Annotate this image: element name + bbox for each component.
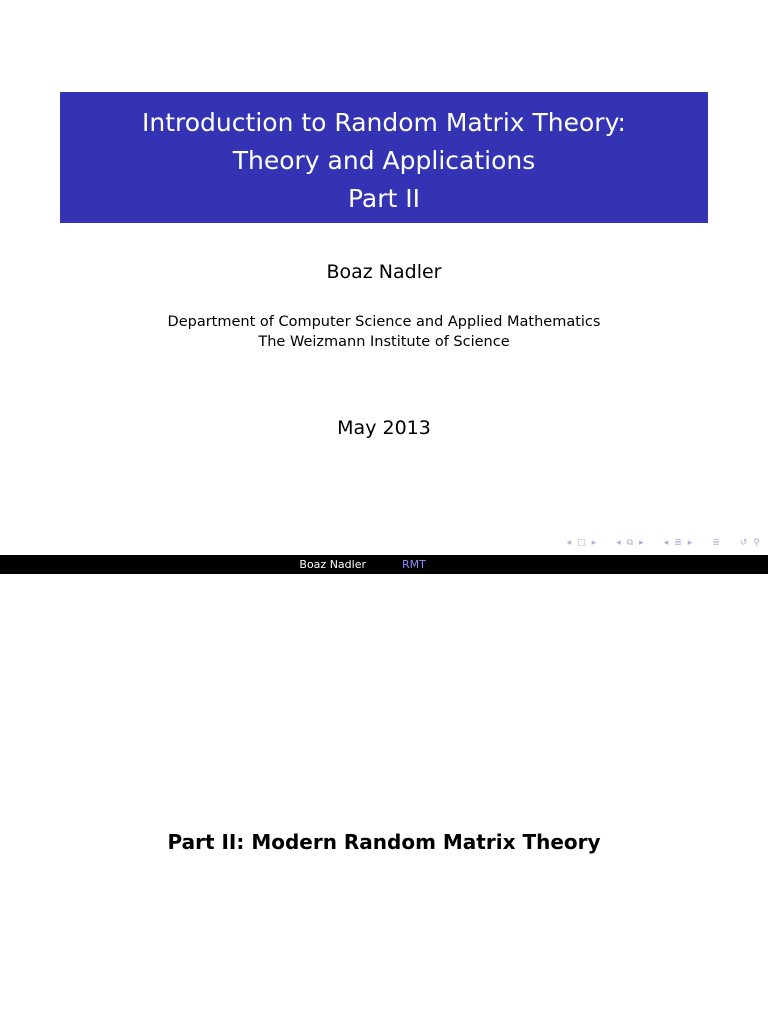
- nav-search-icon[interactable]: ⚲: [753, 538, 760, 548]
- part-heading: Part II: Modern Random Matrix Theory: [167, 830, 601, 854]
- title-box: [60, 92, 708, 223]
- nav-subsection-icon[interactable]: ⧉: [626, 538, 634, 548]
- footer-author: Boaz Nadler: [0, 555, 384, 574]
- title-line-1: Introduction to Random Matrix Theory:: [142, 108, 626, 137]
- title-line-2: Theory and Applications: [232, 146, 536, 175]
- author-name: Boaz Nadler: [326, 261, 442, 283]
- institute: [0, 312, 768, 352]
- footer-title-box: [384, 555, 768, 574]
- nav-prev-subsection-icon[interactable]: ◂: [616, 538, 621, 548]
- beamer-navigation-bar: [567, 535, 760, 551]
- nav-prev-frame-icon[interactable]: ◂: [566, 538, 572, 548]
- nav-frame-icon[interactable]: □: [577, 538, 586, 548]
- nav-prev-section-icon[interactable]: ◂: [663, 538, 669, 548]
- nav-appendix-icon[interactable]: ≣: [712, 538, 720, 548]
- nav-next-subsection-icon[interactable]: ▸: [639, 538, 644, 548]
- nav-back-icon[interactable]: ↺: [739, 538, 748, 548]
- institute-line-1: Department of Computer Science and Applied Mathematics: [167, 314, 601, 330]
- footline: [0, 555, 768, 574]
- title-line-3: Part II: [347, 184, 421, 213]
- nav-section-icon[interactable]: ≣: [674, 538, 682, 548]
- section-slide: [0, 576, 768, 1024]
- nav-next-frame-icon[interactable]: ▸: [591, 538, 597, 548]
- institute-line-2: The Weizmann Institute of Science: [258, 334, 510, 350]
- footer-short-title: RMT: [384, 555, 768, 574]
- presentation-date: May 2013: [337, 417, 431, 439]
- nav-next-section-icon[interactable]: ▸: [687, 538, 693, 548]
